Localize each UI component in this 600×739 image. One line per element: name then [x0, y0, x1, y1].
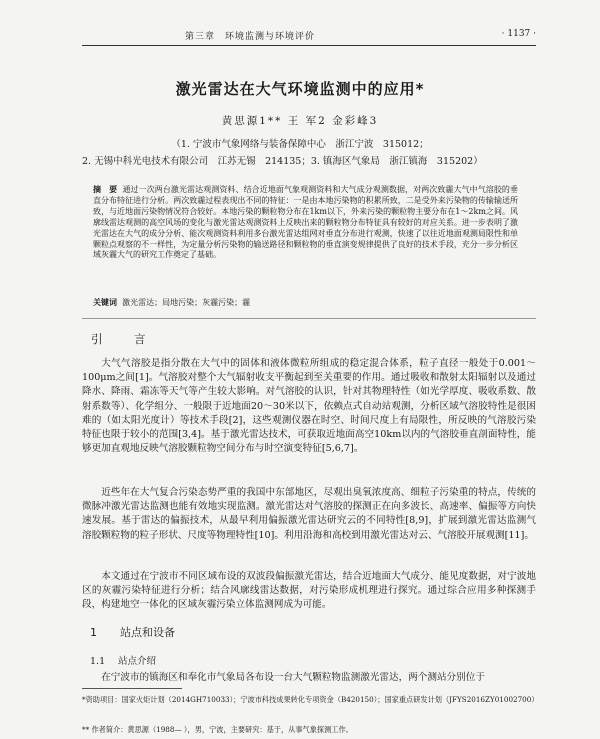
footnote-rule [82, 688, 182, 689]
section-title: 站点和设备 [120, 626, 175, 639]
affiliation-line-2: 2. 无锡中科光电技术有限公司 江苏无锡 214135；3. 镇海区气象局 浙江镇海 315202） [82, 156, 483, 167]
abstract [93, 185, 518, 261]
abstract-label: 摘 要 [93, 185, 118, 194]
keywords [93, 297, 250, 308]
paper-title: 激光雷达在大气环境监测中的应用* [175, 80, 425, 98]
subsection-title: 站点介绍 [118, 656, 157, 667]
subsection-number: 1.1 [90, 656, 106, 667]
subsection-heading [90, 653, 156, 667]
body-paragraph: 大气气溶胶是指分散在大气中的固体和液体微粒所组成的稳定混合体系，粒子直径一般处于0.001～100μm之间[1]。气溶胶对整个大气辐射收支平衡起到至关重要的作用。通过吸收和散射太阳辐射以及通过降水、降雨、霜冻等天气等产生较大影响。对气溶胶的认识，针对其物理特性（如光学厚度、吸收系数、散射系数等）、化学组分、一般限于近地面20～30米以下，依赖点式自动站观测，分析区域气溶胶特性是很困难的（如太阳光度计）等技术手段[2]，这些观测仪器在时空、时间尺度上有局限性，所反映的气溶胶污染特征也限于较小的范围[3,4]。基于激光雷达技术，可获取近地面高空10km以内的气溶胶垂直剖面特性，能够更加直观地反映气溶胶颗粒物空间分布与时空演变特征[5,6,7]。 [82, 358, 536, 455]
section-number: 1 [90, 626, 97, 639]
body-paragraph: 在宁波市的镇海区和奉化市气象局各布设一台大气颗粒物监测激光雷达，两个测站分别位于 [101, 672, 485, 683]
keywords-label: 关键词 [93, 298, 117, 307]
intro-heading: 引 言 [91, 332, 156, 346]
author-list: 黄思源1** 王 军2 金彩峰3 [221, 115, 379, 127]
abstract-rule [82, 318, 536, 319]
footnote-funding: *资助项目：国家火炬计划（2014GH710033）；宁波市科技成果转化专项资金（B420150）；国家重点研发计划（JFYS2016ZY01002700） [82, 695, 539, 704]
body-paragraph: 本文通过在宁波市不同区域布设的双波段偏振激光雷达，结合近地面大气成分、能见度数据，对宁波地区的灰霾污染特征进行分析；结合风廓线雷达数据，对污染形成机理进行探究。通过综合应用多种探测手段，构建地空一体化的区域灰霾污染立体监测网成为可能。 [82, 571, 536, 611]
page-number: · 1137 · [501, 29, 536, 39]
section-heading [90, 624, 175, 640]
affiliation-line-1: （1. 宁波市气象网络与装备保障中心 浙江宁波 315012； [171, 139, 429, 150]
footnote-author: ** 作者简介：黄思源（1988— ），男，宁波，主要研究：基于，从事气象探测工作。 [82, 725, 353, 734]
body-paragraph: 近些年在大气复合污染态势严重的我国中东部地区，尽观出臭氧浓度高、细粒子污染重的特点，传统的微脉冲激光雷达监测也能有效地实现监测。激光雷达对气溶胶的探测正在向多波长、高速率、偏振等方向快速发展。基于雷达的偏振技术，从最早利用偏振激光雷达研究云的不同特性[8,9]，扩展到激光雷达监测气溶胶颗粒物的粒子形状、尺度等物理特性[10]。利用沿海和高校到用激光雷达对云、气溶胶开展观测[11]。 [82, 487, 536, 541]
keywords-text: 激光雷达；局地污染；灰霾污染；霾 [122, 298, 251, 307]
header-rule [82, 45, 536, 46]
running-header: 第三章 环境监测与环境评价 [185, 32, 316, 42]
abstract-text: 通过一次两台激光雷达观测资料、结合近地面气象观测资料和大气成分观测数据，对两次致霾大气中气溶胶的垂直分布特征进行分析。两次致霾过程表现出不同的特征：一是由本地污染物的积累所致，二是受外来污染物的传输输送所致，与近地面污染物情况符合较好。本地污染的颗粒物分布在1km以下，外来污染的颗粒物主要分布在1～2km之间。风廓线雷达观测的高空风场的变化与激光雷达观测资料上反映出来的颗粒物分布特征具有较好的对应关系。进一步表明了激光雷达在大气的成分分析、能次观测资料利用多台激光雷达组网对垂直分布进行观测，快速了以往近地面观测局限性和单颗粒点观察的不一样性，为定量分析污染物的输送路径和颗粒物的垂直演变规律提供了良好的技术手段，充分一步分析区域灰霾大气的研究工作奠定了基础。 [93, 185, 519, 260]
